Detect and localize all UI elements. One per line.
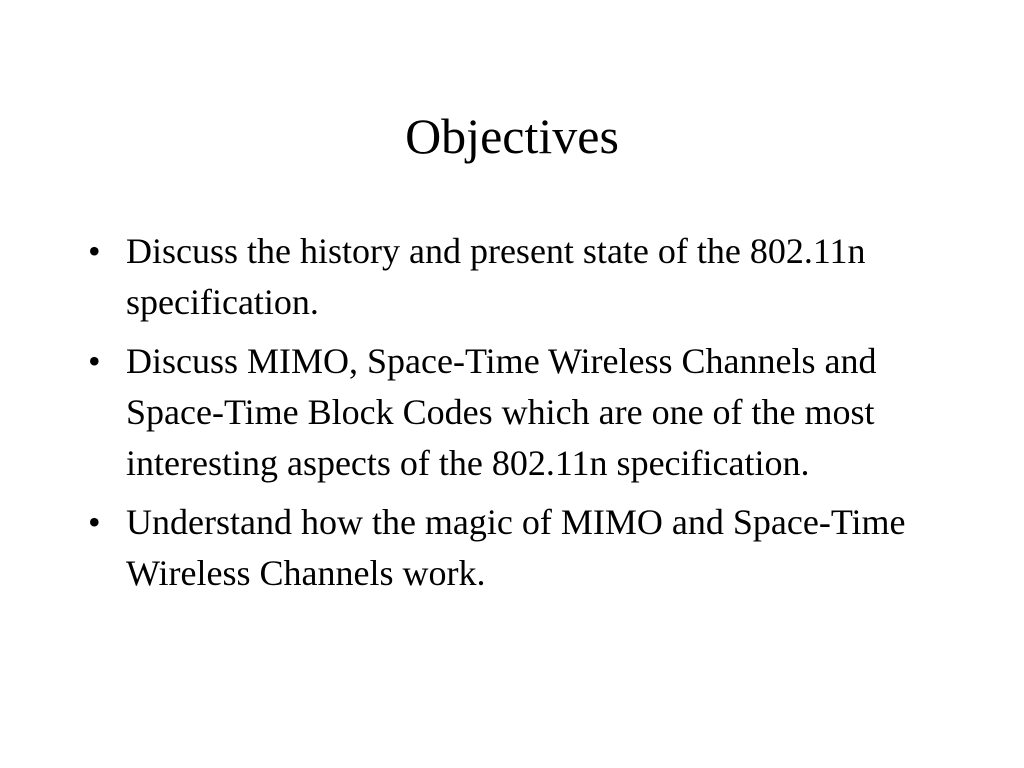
bullet-text: Discuss the history and present state of the 802.11n specification. [126,231,866,322]
bullet-list [86,226,946,607]
bullet-item [86,497,946,599]
bullet-item [86,336,946,489]
bullet-marker: • [88,341,101,381]
bullet-text: Understand how the magic of MIMO and Space-Time Wireless Channels work. [126,502,906,593]
bullet-text: Discuss MIMO, Space-Time Wireless Channels and Space-Time Block Codes which are one of the most interesting aspects of the 802.11n specification. [126,341,877,483]
bullet-marker: • [88,231,101,271]
slide-title: Objectives [405,108,619,164]
bullet-marker: • [88,502,101,542]
bullet-item [86,226,946,328]
